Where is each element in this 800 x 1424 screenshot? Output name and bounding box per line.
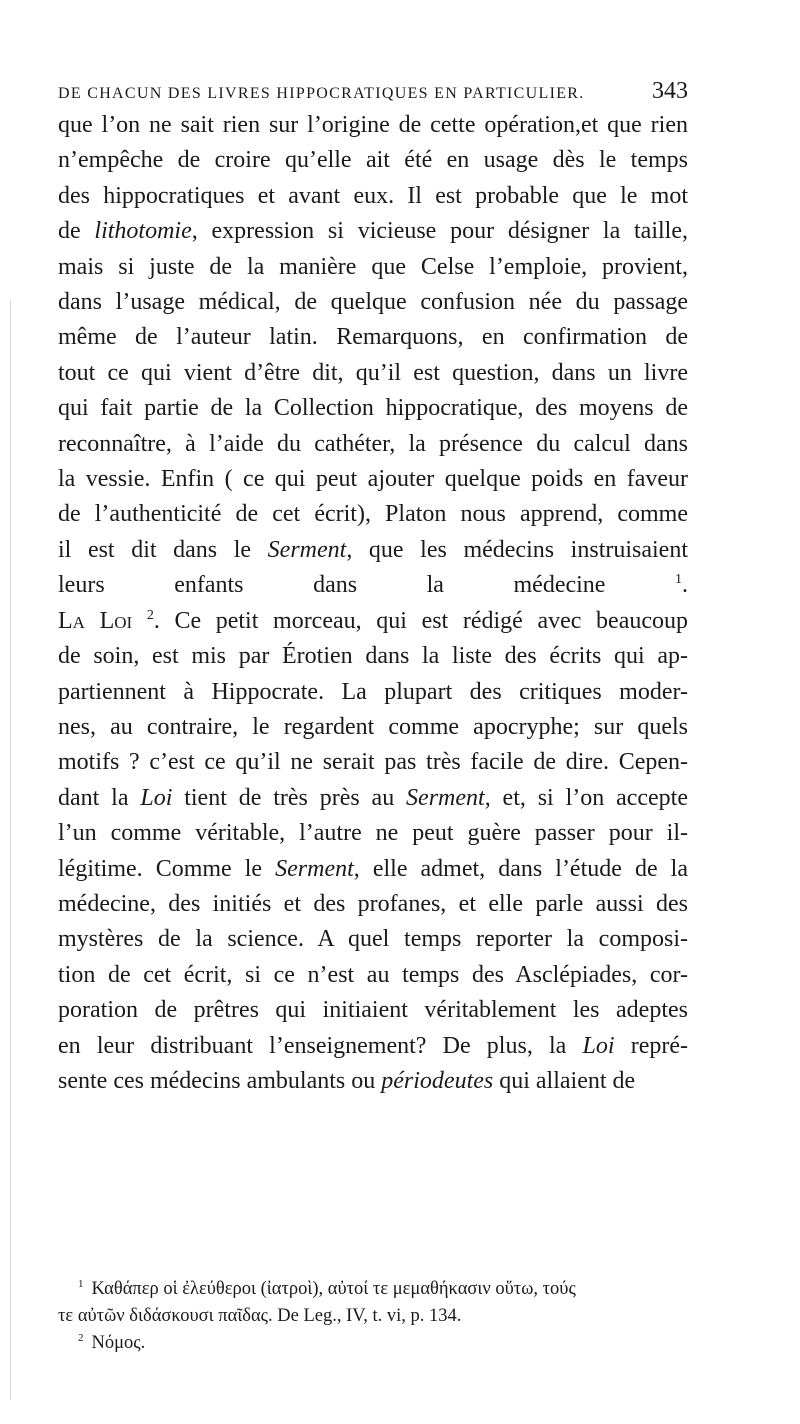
text-line	[58, 250, 688, 285]
running-head	[58, 78, 688, 108]
footnote-mark: 2	[78, 1331, 84, 1344]
footnote-line	[58, 1276, 688, 1303]
text-line	[58, 675, 688, 710]
text-line	[58, 568, 688, 603]
text-run: légitime. Comme le	[58, 855, 276, 882]
text-run: que l’on ne sait rien sur l’origine de cette opération,et que rien	[58, 112, 688, 138]
text-line	[58, 993, 688, 1028]
italic-term: Loi	[140, 784, 173, 811]
body-text	[58, 108, 688, 1099]
text-line	[58, 887, 688, 922]
text-line	[58, 604, 688, 639]
page-number: 343	[652, 78, 688, 104]
text-line	[58, 320, 688, 355]
text-run: , et, si l’on accepte	[484, 784, 689, 811]
text-run: qui allaient de	[493, 1067, 636, 1094]
text-line	[58, 1029, 688, 1064]
text-run: tion de cet écrit, si ce n’est au temps des Asclépiades, cor-	[58, 961, 688, 988]
text-line	[58, 958, 688, 993]
text-line	[58, 179, 688, 214]
text-line	[58, 462, 688, 497]
italic-term: Loi	[582, 1032, 615, 1059]
text-run: motifs ? c’est ce qu’il ne serait pas très facile de dire. Cepen-	[58, 749, 688, 776]
section-heading: La Loi	[58, 607, 133, 634]
text-run: tient de très près au	[172, 784, 407, 811]
italic-term: lithotomie	[94, 218, 192, 245]
footnote-line	[58, 1303, 688, 1330]
text-line	[58, 108, 688, 143]
text-run: des hippocratiques et avant eux. Il est probable que le mot	[58, 182, 688, 209]
text-run: même de l’auteur latin. Remarquons, en confirmation de	[58, 324, 688, 351]
text-line	[58, 427, 688, 462]
text-line	[58, 745, 688, 780]
text-run: de soin, est mis par Érotien dans la liste des écrits qui ap-	[58, 643, 688, 670]
italic-term: Serment	[267, 536, 347, 563]
text-run: il est dit dans le	[58, 536, 268, 563]
text-line	[58, 922, 688, 957]
text-line	[58, 533, 688, 568]
text-run: de l’authenticité de cet écrit), Platon nous apprend, comme	[58, 501, 688, 528]
text-run: qui fait partie de la Collection hippocratique, des moyens de	[58, 395, 688, 422]
text-run: n’empêche de croire qu’elle ait été en usage dès le temps	[58, 147, 688, 174]
footnotes	[58, 1276, 688, 1357]
text-line	[58, 391, 688, 426]
italic-term: périodeutes	[381, 1067, 494, 1094]
text-run: nes, au contraire, le regardent comme apocryphe; sur quels	[58, 713, 688, 740]
text-run: tout ce qui vient d’être dit, qu’il est question, dans un livre	[58, 359, 688, 386]
text-line	[58, 497, 688, 532]
text-line	[58, 356, 688, 391]
text-line	[58, 710, 688, 745]
text-line	[58, 639, 688, 674]
text-line	[58, 285, 688, 320]
footnote-text: Καθάπερ οἱ ἐλεύθεροι (ἰατροὶ), αὐτοί τε μεμαθήκασιν οὕτω, τούς	[91, 1279, 576, 1299]
text-run: l’un comme véritable, l’autre ne peut guère passer pour il-	[58, 820, 688, 847]
text-line	[58, 143, 688, 178]
page-margin-rule	[10, 300, 11, 1400]
text-run: reconnaître, à l’aide du cathéter, la présence du calcul dans	[58, 430, 688, 457]
text-run	[132, 608, 147, 634]
text-run: sente ces médecins ambulants ou	[58, 1067, 382, 1094]
text-run: partiennent à Hippocrate. La plupart des critiques moder-	[58, 678, 688, 705]
footnote-ref: 1	[675, 572, 682, 588]
text-line	[58, 816, 688, 851]
text-run: la vessie. Enfin ( ce qui peut ajouter quelque poids en faveur	[58, 466, 688, 493]
text-run: de	[58, 218, 95, 245]
text-run: . Ce petit morceau, qui est rédigé avec beaucoup	[153, 607, 689, 634]
text-run: .	[682, 572, 688, 599]
italic-term: Serment	[406, 784, 485, 811]
text-line	[58, 1064, 688, 1099]
text-run: leurs enfants dans la médecine	[58, 572, 675, 599]
text-line	[58, 214, 688, 249]
italic-term: Serment	[275, 855, 354, 882]
footnote-mark: 1	[78, 1277, 84, 1290]
text-run: , expression si vicieuse pour désigner la taille,	[191, 218, 688, 245]
footnote-line	[58, 1330, 688, 1357]
text-run: poration de prêtres qui initiaient véritablement les adeptes	[58, 997, 688, 1024]
text-line	[58, 852, 688, 887]
text-run: dant la	[58, 784, 141, 811]
running-title: DE CHACUN DES LIVRES HIPPOCRATIQUES EN PARTICULIER.	[58, 85, 585, 102]
text-line	[58, 781, 688, 816]
text-run: dans l’usage médical, de quelque confusion née du passage	[58, 289, 688, 316]
text-run: , elle admet, dans l’étude de la	[353, 855, 688, 882]
text-run: en leur distribuant l’enseignement? De plus, la	[58, 1032, 583, 1059]
text-run: mystères de la science. A quel temps reporter la composi-	[58, 926, 688, 953]
footnote-text: τε αὐτῶν διδάσκουσι παῖδας. De Leg., IV, t. vi, p. 134.	[58, 1306, 462, 1326]
footnote-ref: 2	[146, 607, 154, 623]
text-run: , que les médecins instruisaient	[346, 536, 688, 563]
text-run: mais si juste de la manière que Celse l’emploie, provient,	[58, 253, 688, 280]
text-run: repré-	[614, 1032, 688, 1059]
text-run: médecine, des initiés et des profanes, et elle parle aussi des	[58, 890, 688, 917]
footnote-text: Νόμος.	[91, 1333, 146, 1353]
